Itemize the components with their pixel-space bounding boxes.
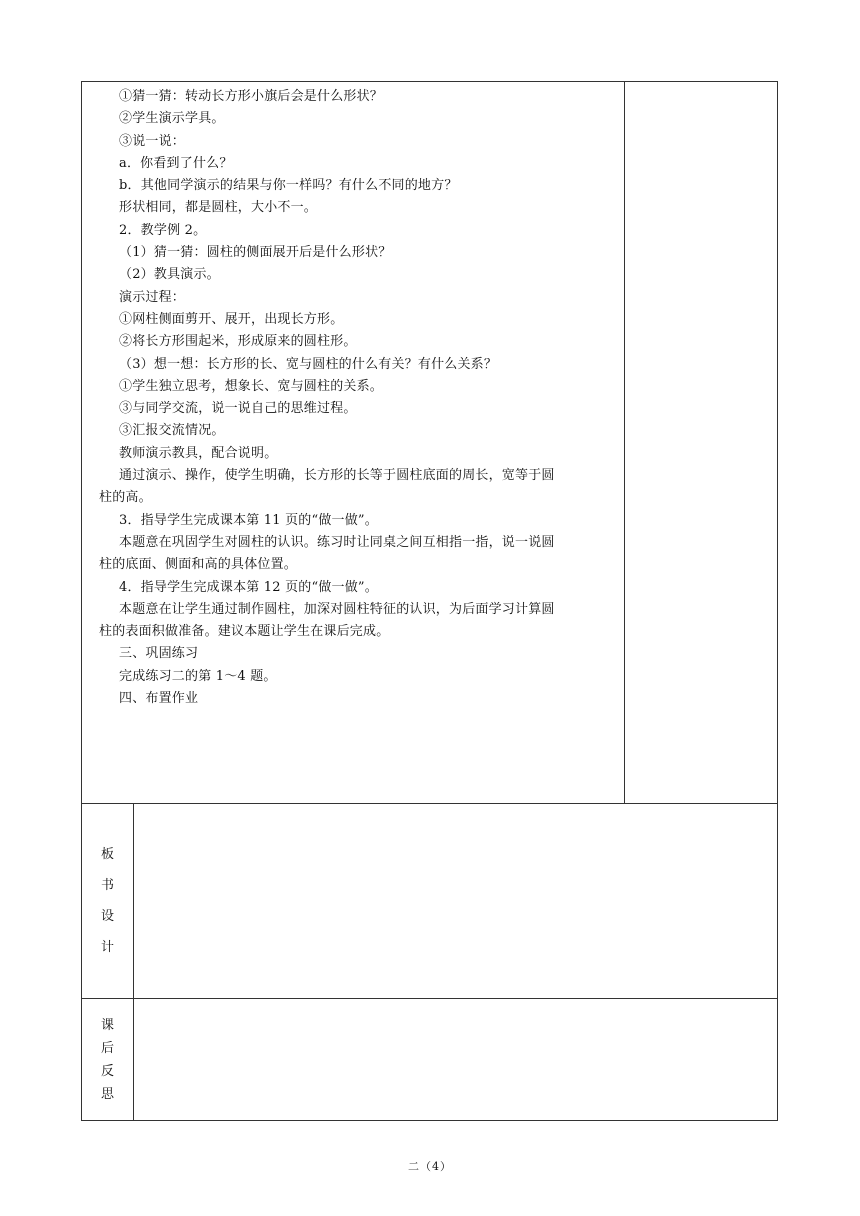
lesson-line: 本题意在让学生通过制作圆柱，加深对圆柱特征的认识，为后面学习计算圆	[119, 601, 555, 617]
lesson-line: 柱的表面积做准备。建议本题让学生在课后完成。	[99, 624, 390, 640]
label-char: 板	[100, 847, 114, 862]
reflection-row	[82, 999, 777, 1120]
teaching-process-cell	[82, 82, 625, 803]
board-design-row	[82, 804, 777, 999]
lesson-line: 4．指导学生完成课本第 12 页的“做一做”。	[119, 579, 378, 595]
reflection-content	[134, 999, 777, 1120]
lesson-line: 四、布置作业	[119, 691, 199, 707]
label-char: 课	[100, 1017, 114, 1033]
lesson-line: b．其他同学演示的结果与你一样吗？有什么不同的地方？	[119, 178, 458, 194]
notes-column-cell	[625, 82, 777, 803]
lesson-line: 演示过程：	[119, 289, 186, 305]
label-char: 反	[100, 1063, 114, 1079]
label-char: 后	[100, 1040, 114, 1056]
lesson-line: ①猜一猜：转动长方形小旗后会是什么形状？	[119, 89, 384, 104]
lesson-line: （1）猜一猜：圆柱的侧面展开后是什么形状？	[119, 245, 392, 261]
reflection-label	[82, 999, 134, 1120]
label-char: 设	[100, 909, 114, 924]
board-design-content	[134, 804, 777, 998]
board-design-label	[82, 804, 134, 998]
lesson-line: a．你看到了什么？	[119, 155, 233, 171]
label-char: 计	[100, 940, 114, 955]
teaching-process-row	[82, 82, 777, 804]
lesson-plan-table	[81, 81, 778, 1121]
lesson-line: 完成练习二的第 1～4 题。	[119, 668, 277, 684]
lesson-line: 3．指导学生完成课本第 11 页的“做一做”。	[119, 512, 378, 528]
lesson-line: ①网柱侧面剪开、展开，出现长方形。	[119, 311, 344, 327]
label-char: 书	[100, 878, 114, 893]
lesson-text	[99, 86, 617, 710]
lesson-line: 三、巩固练习	[119, 646, 199, 662]
lesson-line: 柱的底面、侧面和高的具体位置。	[99, 557, 298, 573]
lesson-line: （3）想一想：长方形的长、宽与圆柱的什么有关？有什么关系？	[119, 356, 498, 372]
lesson-line: ③汇报交流情况。	[119, 423, 225, 439]
lesson-line: 教师演示教具，配合说明。	[119, 445, 278, 461]
lesson-line: ②学生演示学具。	[119, 111, 225, 127]
lesson-line: （2）教具演示。	[119, 267, 220, 283]
lesson-line: ③与同学交流，说一说自己的思维过程。	[119, 401, 357, 417]
lesson-line: 2．教学例 2。	[119, 222, 207, 238]
lesson-line: 通过演示、操作，使学生明确，长方形的长等于圆柱底面的周长，宽等于圆	[119, 468, 555, 484]
label-char: 思	[100, 1086, 114, 1102]
lesson-line: ②将长方形围起米，形成原来的圆柱形。	[119, 334, 357, 350]
lesson-line: 形状相同，都是圆柱，大小不一。	[119, 200, 318, 216]
page-number-footer: 二（4）	[408, 1160, 452, 1173]
lesson-line: ③说一说：	[119, 133, 186, 149]
lesson-line: 柱的高。	[99, 490, 152, 506]
lesson-line: ①学生独立思考，想象长、宽与圆柱的关系。	[119, 378, 384, 394]
lesson-line: 本题意在巩固学生对圆柱的认识。练习时让同桌之间互相指一指，说一说圆	[119, 534, 555, 550]
